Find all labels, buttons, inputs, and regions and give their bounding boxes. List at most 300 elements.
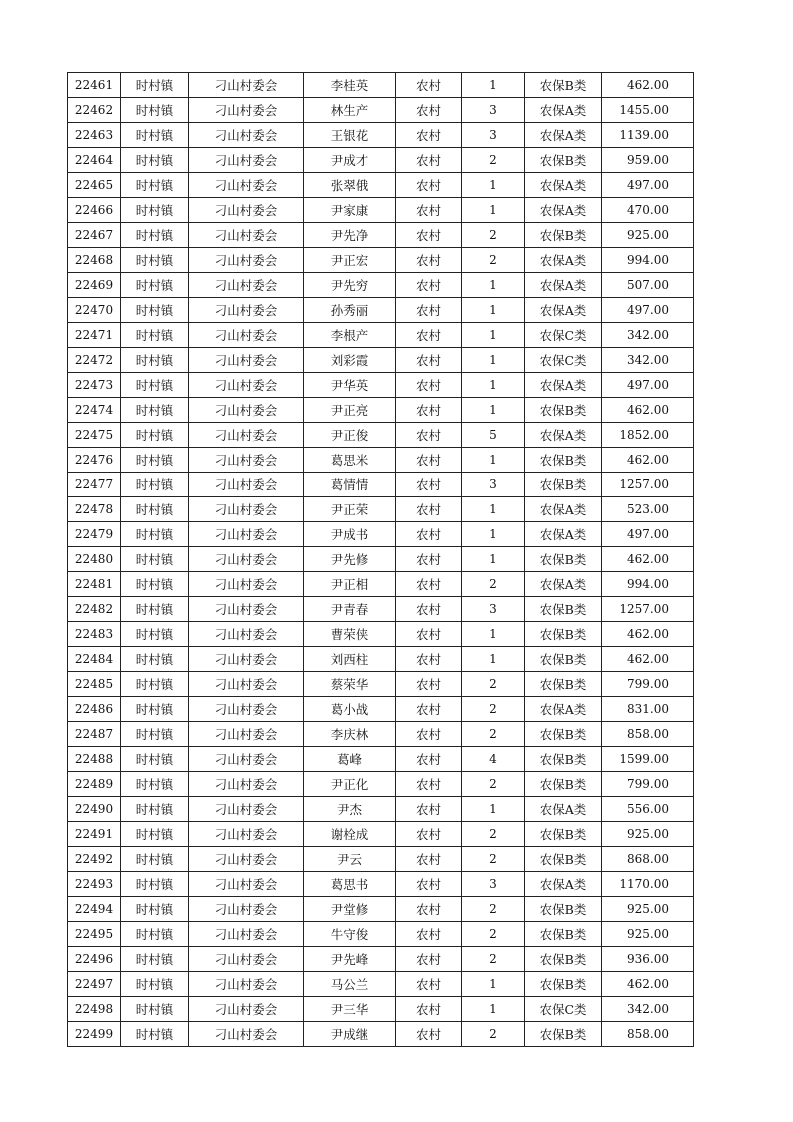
person-name-cell: 曹荣侠 — [304, 622, 396, 647]
amount-cell: 462.00 — [602, 622, 694, 647]
area-type-cell: 农村 — [396, 697, 462, 722]
area-type-cell: 农村 — [396, 572, 462, 597]
area-type-cell: 农村 — [396, 996, 462, 1021]
township-cell: 时村镇 — [121, 197, 189, 222]
row-id-cell: 22470 — [68, 297, 121, 322]
insurance-category-cell: 农保B类 — [525, 772, 602, 797]
township-cell: 时村镇 — [121, 397, 189, 422]
village-committee-cell: 刁山村委会 — [189, 647, 304, 672]
row-id-cell: 22480 — [68, 547, 121, 572]
village-committee-cell: 刁山村委会 — [189, 522, 304, 547]
village-committee-cell: 刁山村委会 — [189, 921, 304, 946]
person-name-cell: 尹华英 — [304, 372, 396, 397]
township-cell: 时村镇 — [121, 247, 189, 272]
insurance-category-cell: 农保B类 — [525, 921, 602, 946]
table-row — [68, 872, 694, 897]
insurance-category-cell: 农保C类 — [525, 347, 602, 372]
person-name-cell: 张翠俄 — [304, 172, 396, 197]
household-count-cell: 5 — [462, 422, 525, 447]
area-type-cell: 农村 — [396, 847, 462, 872]
village-committee-cell: 刁山村委会 — [189, 247, 304, 272]
township-cell: 时村镇 — [121, 147, 189, 172]
insurance-category-cell: 农保A类 — [525, 247, 602, 272]
person-name-cell: 孙秀丽 — [304, 297, 396, 322]
village-committee-cell: 刁山村委会 — [189, 822, 304, 847]
row-id-cell: 22475 — [68, 422, 121, 447]
table-row — [68, 222, 694, 247]
township-cell: 时村镇 — [121, 322, 189, 347]
person-name-cell: 李桂英 — [304, 73, 396, 98]
amount-cell: 342.00 — [602, 996, 694, 1021]
household-count-cell: 2 — [462, 822, 525, 847]
township-cell: 时村镇 — [121, 896, 189, 921]
table-row — [68, 472, 694, 497]
amount-cell: 342.00 — [602, 347, 694, 372]
row-id-cell: 22498 — [68, 996, 121, 1021]
township-cell: 时村镇 — [121, 822, 189, 847]
area-type-cell: 农村 — [396, 97, 462, 122]
table-body — [68, 73, 694, 1047]
household-count-cell: 2 — [462, 772, 525, 797]
person-name-cell: 尹成书 — [304, 522, 396, 547]
insurance-category-cell: 农保B类 — [525, 222, 602, 247]
insurance-category-cell: 农保B类 — [525, 547, 602, 572]
area-type-cell: 农村 — [396, 147, 462, 172]
area-type-cell: 农村 — [396, 971, 462, 996]
person-name-cell: 葛情情 — [304, 472, 396, 497]
village-committee-cell: 刁山村委会 — [189, 372, 304, 397]
village-committee-cell: 刁山村委会 — [189, 747, 304, 772]
area-type-cell: 农村 — [396, 647, 462, 672]
household-count-cell: 2 — [462, 672, 525, 697]
household-count-cell: 1 — [462, 347, 525, 372]
row-id-cell: 22461 — [68, 73, 121, 98]
area-type-cell: 农村 — [396, 172, 462, 197]
person-name-cell: 尹正宏 — [304, 247, 396, 272]
township-cell: 时村镇 — [121, 697, 189, 722]
village-committee-cell: 刁山村委会 — [189, 122, 304, 147]
area-type-cell: 农村 — [396, 347, 462, 372]
township-cell: 时村镇 — [121, 422, 189, 447]
township-cell: 时村镇 — [121, 672, 189, 697]
area-type-cell: 农村 — [396, 921, 462, 946]
township-cell: 时村镇 — [121, 847, 189, 872]
insurance-category-cell: 农保B类 — [525, 622, 602, 647]
insurance-category-cell: 农保B类 — [525, 1021, 602, 1046]
household-count-cell: 1 — [462, 197, 525, 222]
village-committee-cell: 刁山村委会 — [189, 1021, 304, 1046]
household-count-cell: 1 — [462, 73, 525, 98]
person-name-cell: 尹青春 — [304, 597, 396, 622]
household-count-cell: 1 — [462, 497, 525, 522]
amount-cell: 1139.00 — [602, 122, 694, 147]
table-row — [68, 497, 694, 522]
household-count-cell: 2 — [462, 896, 525, 921]
amount-cell: 462.00 — [602, 547, 694, 572]
table-row — [68, 971, 694, 996]
person-name-cell: 马公兰 — [304, 971, 396, 996]
row-id-cell: 22499 — [68, 1021, 121, 1046]
area-type-cell: 农村 — [396, 397, 462, 422]
village-committee-cell: 刁山村委会 — [189, 597, 304, 622]
table-row — [68, 73, 694, 98]
area-type-cell: 农村 — [396, 597, 462, 622]
household-count-cell: 1 — [462, 647, 525, 672]
amount-cell: 925.00 — [602, 921, 694, 946]
village-committee-cell: 刁山村委会 — [189, 772, 304, 797]
row-id-cell: 22496 — [68, 946, 121, 971]
area-type-cell: 农村 — [396, 622, 462, 647]
insurance-category-cell: 农保B类 — [525, 397, 602, 422]
table-row — [68, 397, 694, 422]
row-id-cell: 22474 — [68, 397, 121, 422]
table-row — [68, 97, 694, 122]
insurance-category-cell: 农保B类 — [525, 971, 602, 996]
household-count-cell: 4 — [462, 747, 525, 772]
amount-cell: 831.00 — [602, 697, 694, 722]
insurance-category-cell: 农保A类 — [525, 697, 602, 722]
area-type-cell: 农村 — [396, 672, 462, 697]
insurance-category-cell: 农保A类 — [525, 797, 602, 822]
table-row — [68, 447, 694, 472]
row-id-cell: 22481 — [68, 572, 121, 597]
table-row — [68, 772, 694, 797]
insurance-category-cell: 农保A类 — [525, 572, 602, 597]
village-committee-cell: 刁山村委会 — [189, 946, 304, 971]
insurance-category-cell: 农保B类 — [525, 647, 602, 672]
area-type-cell: 农村 — [396, 896, 462, 921]
township-cell: 时村镇 — [121, 447, 189, 472]
table-row — [68, 622, 694, 647]
table-row — [68, 647, 694, 672]
person-name-cell: 葛峰 — [304, 747, 396, 772]
village-committee-cell: 刁山村委会 — [189, 97, 304, 122]
household-count-cell: 3 — [462, 122, 525, 147]
amount-cell: 1599.00 — [602, 747, 694, 772]
household-count-cell: 2 — [462, 572, 525, 597]
village-committee-cell: 刁山村委会 — [189, 547, 304, 572]
person-name-cell: 尹正亮 — [304, 397, 396, 422]
amount-cell: 462.00 — [602, 447, 694, 472]
amount-cell: 462.00 — [602, 397, 694, 422]
person-name-cell: 尹正化 — [304, 772, 396, 797]
person-name-cell: 尹正荣 — [304, 497, 396, 522]
insurance-category-cell: 农保C类 — [525, 322, 602, 347]
amount-cell: 497.00 — [602, 172, 694, 197]
township-cell: 时村镇 — [121, 722, 189, 747]
person-name-cell: 蔡荣华 — [304, 672, 396, 697]
table-row — [68, 822, 694, 847]
township-cell: 时村镇 — [121, 222, 189, 247]
insurance-category-cell: 农保A类 — [525, 297, 602, 322]
table-row — [68, 347, 694, 372]
township-cell: 时村镇 — [121, 572, 189, 597]
amount-cell: 523.00 — [602, 497, 694, 522]
amount-cell: 1170.00 — [602, 872, 694, 897]
household-count-cell: 2 — [462, 1021, 525, 1046]
household-count-cell: 1 — [462, 547, 525, 572]
village-committee-cell: 刁山村委会 — [189, 896, 304, 921]
area-type-cell: 农村 — [396, 722, 462, 747]
table-row — [68, 722, 694, 747]
amount-cell: 497.00 — [602, 372, 694, 397]
household-count-cell: 2 — [462, 247, 525, 272]
insurance-category-cell: 农保B类 — [525, 672, 602, 697]
village-committee-cell: 刁山村委会 — [189, 872, 304, 897]
village-committee-cell: 刁山村委会 — [189, 572, 304, 597]
table-row — [68, 847, 694, 872]
row-id-cell: 22487 — [68, 722, 121, 747]
person-name-cell: 王银花 — [304, 122, 396, 147]
household-count-cell: 3 — [462, 97, 525, 122]
township-cell: 时村镇 — [121, 297, 189, 322]
amount-cell: 497.00 — [602, 522, 694, 547]
household-count-cell: 3 — [462, 872, 525, 897]
amount-cell: 497.00 — [602, 297, 694, 322]
insurance-category-cell: 农保A类 — [525, 422, 602, 447]
village-committee-cell: 刁山村委会 — [189, 672, 304, 697]
township-cell: 时村镇 — [121, 872, 189, 897]
household-count-cell: 1 — [462, 272, 525, 297]
amount-cell: 868.00 — [602, 847, 694, 872]
insurance-category-cell: 农保A类 — [525, 272, 602, 297]
township-cell: 时村镇 — [121, 122, 189, 147]
household-count-cell: 1 — [462, 797, 525, 822]
township-cell: 时村镇 — [121, 497, 189, 522]
area-type-cell: 农村 — [396, 772, 462, 797]
row-id-cell: 22492 — [68, 847, 121, 872]
insurance-category-cell: 农保B类 — [525, 73, 602, 98]
insurance-category-cell: 农保A类 — [525, 172, 602, 197]
row-id-cell: 22465 — [68, 172, 121, 197]
amount-cell: 507.00 — [602, 272, 694, 297]
amount-cell: 925.00 — [602, 896, 694, 921]
amount-cell: 1852.00 — [602, 422, 694, 447]
row-id-cell: 22484 — [68, 647, 121, 672]
household-count-cell: 1 — [462, 447, 525, 472]
row-id-cell: 22471 — [68, 322, 121, 347]
table-row — [68, 797, 694, 822]
amount-cell: 858.00 — [602, 1021, 694, 1046]
village-committee-cell: 刁山村委会 — [189, 222, 304, 247]
village-committee-cell: 刁山村委会 — [189, 472, 304, 497]
person-name-cell: 李庆林 — [304, 722, 396, 747]
household-count-cell: 1 — [462, 397, 525, 422]
village-committee-cell: 刁山村委会 — [189, 847, 304, 872]
insurance-category-cell: 农保B类 — [525, 722, 602, 747]
row-id-cell: 22497 — [68, 971, 121, 996]
household-count-cell: 2 — [462, 847, 525, 872]
area-type-cell: 农村 — [396, 297, 462, 322]
area-type-cell: 农村 — [396, 422, 462, 447]
village-committee-cell: 刁山村委会 — [189, 422, 304, 447]
insurance-category-cell: 农保B类 — [525, 747, 602, 772]
person-name-cell: 刘西柱 — [304, 647, 396, 672]
household-count-cell: 1 — [462, 622, 525, 647]
amount-cell: 470.00 — [602, 197, 694, 222]
amount-cell: 959.00 — [602, 147, 694, 172]
table-row — [68, 672, 694, 697]
household-count-cell: 1 — [462, 522, 525, 547]
insurance-category-cell: 农保A类 — [525, 97, 602, 122]
table-row — [68, 272, 694, 297]
row-id-cell: 22490 — [68, 797, 121, 822]
insurance-category-cell: 农保C类 — [525, 996, 602, 1021]
table-row — [68, 297, 694, 322]
village-committee-cell: 刁山村委会 — [189, 73, 304, 98]
table-row — [68, 522, 694, 547]
amount-cell: 925.00 — [602, 822, 694, 847]
household-count-cell: 2 — [462, 921, 525, 946]
table-row — [68, 322, 694, 347]
household-count-cell: 2 — [462, 946, 525, 971]
insurance-category-cell: 农保B类 — [525, 447, 602, 472]
insurance-category-cell: 农保B类 — [525, 847, 602, 872]
row-id-cell: 22469 — [68, 272, 121, 297]
area-type-cell: 农村 — [396, 247, 462, 272]
row-id-cell: 22483 — [68, 622, 121, 647]
person-name-cell: 尹正相 — [304, 572, 396, 597]
table-row — [68, 697, 694, 722]
household-count-cell: 1 — [462, 322, 525, 347]
amount-cell: 556.00 — [602, 797, 694, 822]
township-cell: 时村镇 — [121, 647, 189, 672]
area-type-cell: 农村 — [396, 197, 462, 222]
village-committee-cell: 刁山村委会 — [189, 172, 304, 197]
table-row — [68, 747, 694, 772]
township-cell: 时村镇 — [121, 1021, 189, 1046]
insurance-category-cell: 农保A类 — [525, 872, 602, 897]
row-id-cell: 22478 — [68, 497, 121, 522]
household-count-cell: 1 — [462, 372, 525, 397]
person-name-cell: 牛守俊 — [304, 921, 396, 946]
village-committee-cell: 刁山村委会 — [189, 497, 304, 522]
township-cell: 时村镇 — [121, 73, 189, 98]
household-count-cell: 1 — [462, 971, 525, 996]
household-count-cell: 2 — [462, 147, 525, 172]
row-id-cell: 22476 — [68, 447, 121, 472]
amount-cell: 858.00 — [602, 722, 694, 747]
village-committee-cell: 刁山村委会 — [189, 447, 304, 472]
amount-cell: 1455.00 — [602, 97, 694, 122]
table-row — [68, 921, 694, 946]
amount-cell: 994.00 — [602, 247, 694, 272]
person-name-cell: 葛小战 — [304, 697, 396, 722]
area-type-cell: 农村 — [396, 272, 462, 297]
area-type-cell: 农村 — [396, 372, 462, 397]
person-name-cell: 尹成继 — [304, 1021, 396, 1046]
amount-cell: 462.00 — [602, 73, 694, 98]
person-name-cell: 葛思米 — [304, 447, 396, 472]
person-name-cell: 林生产 — [304, 97, 396, 122]
table-row — [68, 172, 694, 197]
township-cell: 时村镇 — [121, 921, 189, 946]
row-id-cell: 22495 — [68, 921, 121, 946]
township-cell: 时村镇 — [121, 347, 189, 372]
household-count-cell: 1 — [462, 996, 525, 1021]
table-row — [68, 197, 694, 222]
area-type-cell: 农村 — [396, 322, 462, 347]
row-id-cell: 22462 — [68, 97, 121, 122]
area-type-cell: 农村 — [396, 447, 462, 472]
household-count-cell: 1 — [462, 297, 525, 322]
table-row — [68, 122, 694, 147]
table-row — [68, 147, 694, 172]
person-name-cell: 尹三华 — [304, 996, 396, 1021]
person-name-cell: 尹堂修 — [304, 896, 396, 921]
area-type-cell: 农村 — [396, 472, 462, 497]
township-cell: 时村镇 — [121, 547, 189, 572]
person-name-cell: 尹正俊 — [304, 422, 396, 447]
row-id-cell: 22464 — [68, 147, 121, 172]
area-type-cell: 农村 — [396, 122, 462, 147]
household-count-cell: 2 — [462, 722, 525, 747]
household-count-cell: 2 — [462, 222, 525, 247]
amount-cell: 462.00 — [602, 971, 694, 996]
village-committee-cell: 刁山村委会 — [189, 797, 304, 822]
area-type-cell: 农村 — [396, 522, 462, 547]
township-cell: 时村镇 — [121, 272, 189, 297]
table-row — [68, 247, 694, 272]
village-committee-cell: 刁山村委会 — [189, 971, 304, 996]
village-committee-cell: 刁山村委会 — [189, 622, 304, 647]
township-cell: 时村镇 — [121, 747, 189, 772]
person-name-cell: 谢栓成 — [304, 822, 396, 847]
township-cell: 时村镇 — [121, 772, 189, 797]
row-id-cell: 22493 — [68, 872, 121, 897]
person-name-cell: 尹先修 — [304, 547, 396, 572]
table-row — [68, 996, 694, 1021]
table-row — [68, 547, 694, 572]
table-row — [68, 422, 694, 447]
benefit-table — [67, 72, 694, 1047]
person-name-cell: 尹云 — [304, 847, 396, 872]
person-name-cell: 刘彩霞 — [304, 347, 396, 372]
township-cell: 时村镇 — [121, 372, 189, 397]
village-committee-cell: 刁山村委会 — [189, 722, 304, 747]
area-type-cell: 农村 — [396, 872, 462, 897]
insurance-category-cell: 农保A类 — [525, 497, 602, 522]
row-id-cell: 22491 — [68, 822, 121, 847]
village-committee-cell: 刁山村委会 — [189, 322, 304, 347]
area-type-cell: 农村 — [396, 822, 462, 847]
row-id-cell: 22482 — [68, 597, 121, 622]
amount-cell: 462.00 — [602, 647, 694, 672]
village-committee-cell: 刁山村委会 — [189, 996, 304, 1021]
household-count-cell: 3 — [462, 597, 525, 622]
table-row — [68, 572, 694, 597]
person-name-cell: 尹先峰 — [304, 946, 396, 971]
township-cell: 时村镇 — [121, 971, 189, 996]
area-type-cell: 农村 — [396, 547, 462, 572]
insurance-category-cell: 农保B类 — [525, 472, 602, 497]
village-committee-cell: 刁山村委会 — [189, 297, 304, 322]
table-row — [68, 896, 694, 921]
table-row — [68, 372, 694, 397]
village-committee-cell: 刁山村委会 — [189, 347, 304, 372]
person-name-cell: 李根产 — [304, 322, 396, 347]
row-id-cell: 22485 — [68, 672, 121, 697]
row-id-cell: 22467 — [68, 222, 121, 247]
township-cell: 时村镇 — [121, 472, 189, 497]
insurance-category-cell: 农保A类 — [525, 372, 602, 397]
row-id-cell: 22494 — [68, 896, 121, 921]
household-count-cell: 1 — [462, 172, 525, 197]
area-type-cell: 农村 — [396, 747, 462, 772]
insurance-category-cell: 农保B类 — [525, 147, 602, 172]
amount-cell: 1257.00 — [602, 597, 694, 622]
amount-cell: 936.00 — [602, 946, 694, 971]
